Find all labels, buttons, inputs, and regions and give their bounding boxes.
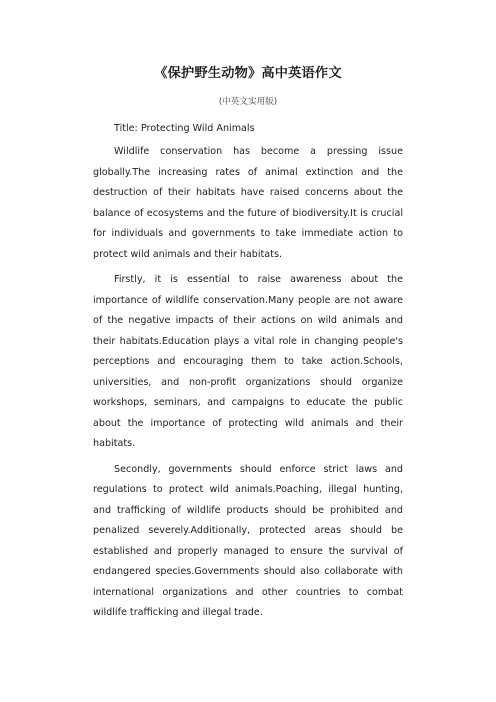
paragraph-1: Wildlife conservation has become a pressing issue globally.The increasing rates of animal extinction and the destruction of their habitats have raised concerns about the balance of ecosystems and the future of biodiversity.It is crucial for individuals and governments to take immediate action to protect wild animals and their habitats. [93,146,403,260]
document-title: 《保护野生动物》高中英语作文 [154,66,342,81]
essay-title: Title: Protecting Wild Animals [114,123,255,134]
paragraph-3: Secondly, governments should enforce strict laws and regulations to protect wild animals.Poaching, illegal hunting, and trafficking of wildlife products should be prohibited and penalized severely.Additionally, protected areas should be established and properly managed to ensure the survival of endangered species.Governments should also collaborate with international organizations and other countries to combat wildlife trafficking and illegal trade. [93,463,403,619]
paragraph-2: Firstly, it is essential to raise awareness about the importance of wildlife conservation.Many people are not aware of the negative impacts of their actions on wild animals and their habitats.Education plays a vital role in changing people's perceptions and encouraging them to take action.Schools, universities, and non-profit organizations should organize workshops, seminars, and campaigns to educate the public about the importance of protecting wild animals and their habitats. [93,274,403,450]
document-subtitle: (中英文实用版) [218,97,278,107]
